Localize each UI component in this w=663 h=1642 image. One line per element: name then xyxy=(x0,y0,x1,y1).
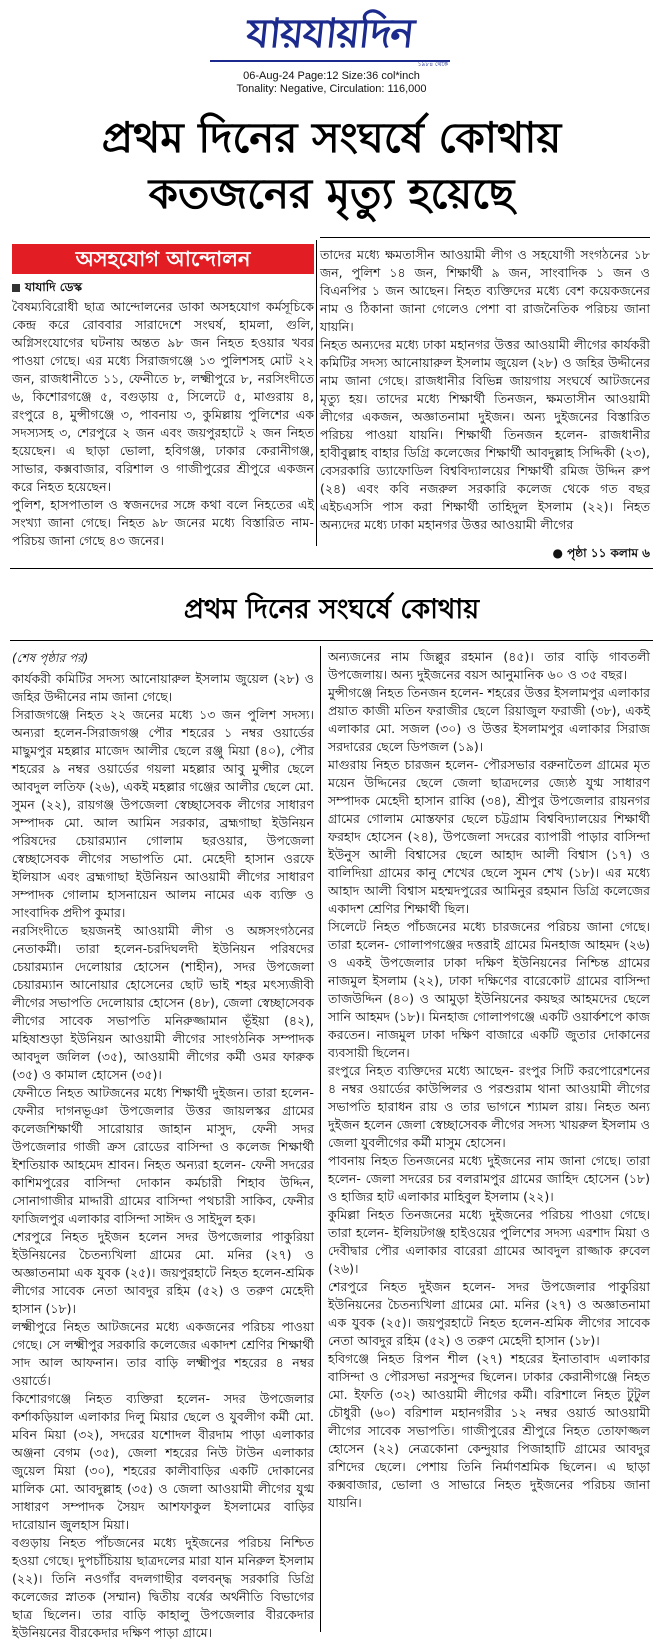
body-left-paragraph-6: লক্ষ্মীপুরে নিহত আটজনের মধ্যে একজনের পরিচয় পাওয়া গেছে। সে লক্ষ্মীপুর সরকারি কলেজের একাদশ শ্রেণির শিক্ষার্থী সাদ আল আফনান। তার বাড়ি লক্ষ্মীপুর শহরের ৪ নম্বর ওয়ার্ডে। xyxy=(12,1319,314,1388)
continuation-note: (শেষ পৃষ্ঠার পর) xyxy=(12,651,89,665)
meta-line-size: 06-Aug-24 Page:12 Size:36 col*inch xyxy=(243,70,420,82)
headline-line-2: কতজনের মৃত্যু হয়েছে xyxy=(148,169,515,218)
body-right-paragraph-5: রংপুরে নিহত ব্যক্তিদের মধ্যে আছেন- রংপুর সিটি করপোরেশনের ৪ নম্বর ওয়ার্ডের কাউন্সিলর ও পরশুরাম থানা আওয়ামী লীগের সভাপতি হারাধন রায় ও তার ভাগনে শ্যামল রায়। নিহত অন্য দুইজন হলেন জেলা স্বেচ্ছাসেবক লীগের সদস্য খায়রুল ইসলাম ও জেলা যুবলীগের কর্মী মাসুম হোসেন। xyxy=(328,1063,650,1150)
body-right-paragraph-6: পাবনায় নিহত তিনজনের মধ্যে দুইজনের নাম জানা গেছে। তারা হলেন- জেলা সদরের চর বলরামপুর গ্রামের জাহিদ হোসেন (১৮) ও হাজির হাট এলাকার মাহিবুল ইসলাম (২২)। xyxy=(328,1153,650,1204)
body-left-paragraph-7: কিশোরগঞ্জে নিহত ব্যক্তিরা হলেন- সদর উপজেলার কর্শাকড়িয়াল এলাকার দিলু মিয়ার ছেলে ও যুবলীগ কর্মী মো. মবিন মিয়া (৩২), সদরের যশোদল বীরদাম পাড়া এলাকার অঞ্জনা বেগম (৩৫), জেলা শহরের নিউ টাউন এলাকার জুয়েল মিয়া (৩০), শহরের কালীবাড়ির একটি দোকানের মালিক মো. আবদুল্লাহ (৩৫) ও জেলা আওয়ামী লীগের যুগ্ম সাধারণ সম্পাদক সৈয়দ আশফাকুল ইসলামের বাড়ির দারোয়ান জুলহাস মিয়া। xyxy=(12,1391,314,1532)
body-right-paragraph-8: শেরপুরে নিহত দুইজন হলেন- সদর উপজেলার পাকুরিয়া ইউনিয়নের চৈতন্যখিলা গ্রামের মো. মনির (২৭) ও অজ্ঞাতনামা এক যুবক (২৫)। জয়পুরহাটে নিহত হলেন-শ্রমিক লীগের সাবেক নেতা আবদুর রহিম (৫২) ও তরুণ মেহেদী হাসান (১৮)। xyxy=(328,1279,650,1348)
bullet-square-icon xyxy=(12,284,20,292)
body-left-paragraph-5: শেরপুরে নিহত দুইজন হলেন সদর উপজেলার পাকুরিয়া ইউনিয়নের চৈতন্যখিলা গ্রামের মো. মনির (২৭) ও অজ্ঞাতনামা এক যুবক (২৫)। জয়পুরহাটে নিহত হলেন-শ্রমিক লীগের সাবেক নেতা আবদুর রহিম (৫২) ও তরুণ মেহেদী হাসান (১৮)। xyxy=(12,1229,314,1316)
body-right-paragraph-1: অন্যজনের নাম জিল্লুর রহমান (৪৫)। তার বাড়ি গাবতলী উপজেলায়। অন্য দুইজনের বয়স আনুমানিক ৬০ ও ৩৫ বছর। xyxy=(328,649,650,682)
headline-line-1: প্রথম দিনের সংঘর্ষে কোথায় xyxy=(101,113,562,162)
lead-column-divider xyxy=(316,240,317,546)
body-left-paragraph-2: সিরাজগঞ্জে নিহত ২২ জনের মধ্যে ১৩ জন পুলিশ সদস্য। অন্যরা হলেন-সিরাজগঞ্জ পৌর শহরের ১ নম্বর ওয়ার্ডের মাছুমপুর মহল্লার মাজেদ আলীর ছেলে রঞ্জু মিয়া (৪০), পৌর শহরের ৯ নম্বর ওয়ার্ডের গয়লা মহল্লার আবু মুন্সীর ছেলে আবদুল লতিফ (২৬), একই মহল্লার গঞ্জের আলীর ছেলে মো. সুমন (২২), রায়গঞ্জ উপজেলা স্বেচ্ছাসেবক লীগের সাধারণ সম্পাদক মো. আল আমিন সরকার, ব্রহ্মগাছা ইউনিয়ন পরিষদের চেয়ারম্যান গোলাম ছরওয়ার, উপজেলা স্বেচ্ছাসেবক লীগের সভাপতি মো. মেহেদী হাসান ওরফে ইলিয়াস এবং ব্রহ্মগাছা ইউনিয়ন আওয়ামী লীগের সাধারণ সম্পাদক গোলাম হাসনায়েন আলম নামের এক ব্যক্তি ও সাংবাদিক প্রদীপ কুমার। xyxy=(12,707,314,920)
body-right-paragraph-9: হবিগঞ্জে নিহত রিপন শীল (২৭) শহরের ইনাতাবাদ এলাকার বাসিন্দা ও পৌরসভা নরসুন্দর ছিলেন। ঢাকার কেরানীগঞ্জে নিহত মো. ইফতি (৩২) আওয়ামী লীগের কর্মী। বরিশালে নিহত টুটুল চৌধুরী (৬০) বরিশাল মহানগরীর ১২ নম্বর ওয়ার্ড আওয়ামী লীগের সাবেক সভাপতি। গাজীপুরের শ্রীপুরে নিহত তোফাজ্জল হোসেন (২২) নেত্রকোনা কেন্দুয়ার পিজাহাটি গ্রামের আবদুর রশিদের ছেলে। পেশায় তিনি নির্মাণশ্রমিক ছিলেন। এ ছাড়া কক্সবাজার, ভোলা ও সাভারে নিহত দুইজনের পরিচয় জানা যায়নি। xyxy=(328,1351,650,1510)
body-column-divider xyxy=(320,646,321,1632)
body-right-paragraph-2: মুন্সীগঞ্জে নিহত তিনজন হলেন- শহরের উত্তর ইসলামপুর এলাকার প্রয়াত কাজী মতিন ফরাজীর ছেলে রিয়াজুল ফরাজী (৩৮), একই এলাকার মো. সজল (৩০) ও উত্তর ইসলামপুর এলাকার সিরাজ সরদারের ছেলে ডিপজল (১৯)। xyxy=(328,685,650,754)
meta-line-tonality: Tonality: Negative, Circulation: 116,000 xyxy=(236,83,427,95)
lead-right-paragraph-2: নিহত অন্যদের মধ্যে ঢাকা মহানগর উত্তর আওয়ামী লীগের কার্যকরী কমিটির সদস্য আনোয়ারুল ইসলাম জুয়েল (২৮) ও জহির উদ্দীনের নাম জানা গেছে। রাজধানীর বিভিন্ন জায়গায় সংঘর্ষে আটজনের মৃত্যু হয়। তাদের মধ্যে শিক্ষার্থী তিনজন, ক্ষমতাসীন আওয়ামী লীগের একজন, অজ্ঞাতনামা দুইজন। অন্য দুইজনের বিস্তারিত পরিচয় পাওয়া যায়নি। শিক্ষার্থী তিনজন হলেন- রাজধানীর হাবীবুল্লাহ বাহার ডিগ্রি কলেজের শিক্ষার্থী আবদুল্লাহ সিদ্দিকী (২৩), বেসরকারি ড্যাফোডিল বিশ্ববিদ্যালয়ের শিক্ষার্থী রমিজ উদ্দিন রুপ (২৪) এবং কবি নজরুল সরকারি কলেজ থেকে গত বছর এইচএসসি পাস করা শিক্ষার্থী তাহিদুল ইসলাম (২২)। নিহত অন্যদের মধ্যে ঢাকা মহানগর উত্তর আওয়ামী লীগের xyxy=(320,337,650,532)
body-left-paragraph-1: কার্যকরী কমিটির সদস্য আনোয়ারুল ইসলাম জুয়েল (২৮) ও জহির উদ্দীনের নাম জানা গেছে। xyxy=(12,671,314,704)
masthead-logo xyxy=(190,6,470,70)
masthead-tagline: ১৯৮৪ থেকে xyxy=(417,61,448,68)
jump-label: পৃষ্ঠা ১১ কলাম ৬ xyxy=(567,546,650,560)
byline-desk xyxy=(12,280,314,295)
continuation-headline: প্রথম দিনের সংঘর্ষে কোথায় xyxy=(183,594,480,625)
lead-left-paragraph-2: পুলিশ, হাসপাতাল ও স্বজনদের সঙ্গে কথা বলে নিহতের এই সংখ্যা জানা গেছে। নিহত ৯৮ জনের মধ্যে বিস্তারিত নাম-পরিচয় জানা গেছে ৪৩ জনের। xyxy=(12,497,314,548)
continuation-rule xyxy=(10,640,653,641)
body-right-paragraph-4: সিলেটে নিহত পাঁচজনের মধ্যে চারজনের পরিচয় জানা গেছে। তারা হলেন- গোলাপগঞ্জের দত্তরাই গ্রামের মিনহাজ আহমদ (২৬) ও একই উপজেলার ঢাকা দক্ষিণ ইউনিয়নের নিশ্চিন্ত গ্রামের নাজমুল ইসলাম (২২), ঢাকা দক্ষিণের বারেকোট গ্রামের বাসিন্দা তাজউদ্দিন (৪০) ও আমুড়া ইউনিয়নের কয়ছর আহমদের ছেলে সানি আহমদ (১৮)। মিনহাজ গোলাপগঞ্জে একটি ওয়ার্কশপে কাজ করতেন। নাজমুল ঢাকা দক্ষিণ বাজারে একটি জুতার দোকানের ব্যবসায়ী ছিলেন। xyxy=(328,919,650,1060)
top-rule xyxy=(320,237,650,238)
lead-column-right xyxy=(320,246,650,542)
lead-right-paragraph-1: তাদের মধ্যে ক্ষমতাসীন আওয়ামী লীগ ও সহযোগী সংগঠনের ১৮ জন, পুলিশ ১৪ জন, শিক্ষার্থী ৯ জন, সাংবাদিক ১ জন ও বিএনপির ১ জন আছেন। নিহত ব্যক্তিদের মধ্যে বেশ কয়েকজনের নাম ও ঠিকানা জানা গেলেও পেশা বা রাজনৈতিক পরিচয় জানা যায়নি। xyxy=(320,247,650,334)
masthead-rule xyxy=(210,60,450,62)
body-right-paragraph-7: কুমিল্লা নিহত তিনজনের মধ্যে দুইজনের পরিচয় পাওয়া গেছে। তারা হলেন- ইলিয়টগঞ্জ হাইওয়ের পুলিশের সদস্য এরশাদ মিয়া ও দেবীদ্বার পৌর এলাকার বারেরা গ্রামের আবদুল রাজ্জাক রুবেল (২৬)। xyxy=(328,1207,650,1276)
body-left-paragraph-8: বগুড়ায় নিহত পাঁচজনের মধ্যে দুইজনের পরিচয় নিশ্চিত হওয়া গেছে। দুপচাঁচিয়ায় ছাত্রদলের মারা যান মনিরুল ইসলাম (২২)। তিনি নওগাঁর বদলগাছীর বলবন্দ্ধ সরকারি ডিগ্রি কলেজের স্নাতক (সম্মান) দ্বিতীয় বর্ষের অর্থনীতি বিভাগের ছাত্র ছিলেন। তার বাড়ি কাহালু উপজেলার বীরকেদার ইউনিয়নের বীরকেদার দক্ষিণ পাড়া গ্রামে। xyxy=(12,1535,314,1640)
body-left-paragraph-3: নরসিংদীতে ছয়জনই আওয়ামী লীগ ও অঙ্গসংগঠনের নেতাকর্মী। তারা হলেন-চরদিঘলদী ইউনিয়ন পরিষদের চেয়ারম্যান দেলোয়ার হোসেন (শাহীন), সদর উপজেলা চেয়ারম্যান আনোয়ার হোসেনের ছোট ভাই শহর মৎস্যজীবী লীগের সভাপতি দেলোয়ার হোসেন (৪৮), জেলা স্বেচ্ছাসেবক লীগের সাবেক সভাপতি মনিরুজ্জামান ভূঁইয়া (৪২), মহিষাশুড়া ইউনিয়ন আওয়ামী লীগের সাংগঠনিক সম্পাদক আবদুল জলিল (৩৫), আওয়ামী লীগের কর্মী ওমর ফারুক (৩৫) ও কামাল হোসেন (৩৫)। xyxy=(12,923,314,1082)
newspaper-name: যায়যায়দিন xyxy=(244,11,416,57)
lead-left-paragraph-1: বৈষম্যবিরোধী ছাত্র আন্দোলনের ডাকা অসহযোগ কর্মসূচিকে কেন্দ্র করে রোববার সারাদেশে সংঘর্ষ, হামলা, গুলি, অগ্নিসংযোগের ঘটনায় অন্তত ৯৮ জন নিহত হওয়ার খবর পাওয়া গেছে। এর মধ্যে সিরাজগঞ্জে ১৩ পুলিশসহ মোট ২২ জন, রাজধানীতে ১১, ফেনীতে ৮, লক্ষ্মীপুরে ৮, নরসিংদীতে ৬, কিশোরগঞ্জে ৫, বগুড়ায় ৫, সিলেটে ৫, মাগুরায় ৪, রংপুরে ৪, মুন্সীগঞ্জে ৩, পাবনায় ৩, কুমিল্লায় পুলিশের এক সদস্যসহ ৩, শেরপুরে ২ জন এবং জয়পুরহাটে ২ জন নিহত হয়েছেন। এ ছাড়া ভোলা, হবিগঞ্জ, ঢাকার কেরানীগঞ্জ, সাভার, কক্সবাজার, বরিশাল ও গাজীপুরের শ্রীপুরে একজন করে নিহত হয়েছেন। xyxy=(12,299,314,494)
continued-on-reference: ● পৃষ্ঠা ১১ কলাম ৬ xyxy=(552,546,650,560)
clipping-meta xyxy=(0,70,663,96)
section-kicker: অসহযোগ আন্দোলন xyxy=(12,244,314,274)
desk-label: যাযাদি ডেস্ক xyxy=(25,280,83,294)
body-right-paragraph-3: মাগুরায় নিহত চারজন হলেন- পৌরসভার বরুনাতৈল গ্রামের মৃত ময়েন উদ্দিনের ছেলে জেলা ছাত্রদলের জ্যেষ্ঠ যুগ্ম সাধারণ সম্পাদক মেহেদী হাসান রাব্বি (৩৪), শ্রীপুর উপজেলার রায়নগর গ্রামের গোলাম মোস্তফার ছেলে চট্টগ্রাম বিশ্ববিদ্যালয়ের শিক্ষার্থী ফরহাদ হোসেন (২৪), উপজেলা সদরের ব্যাপারী পাড়ার বাসিন্দা ইউনুস আলী বিশ্বাসের ছেলে আহাদ আলী বিশ্বাস (১৭) ও বালিদিয়া গ্রামের কানু শেখের ছেলে সুমন শেখ (১৮)। এর মধ্যে আহাদ আলী বিশ্বাস মহম্মদপুরের আমিনুর রহমান ডিগ্রি কলেজের একাদশ শ্রেণির শিক্ষার্থী ছিল। xyxy=(328,757,650,916)
body-column-right xyxy=(328,648,650,1632)
lead-column-left xyxy=(12,298,314,556)
body-left-paragraph-4: ফেনীতে নিহত আটজনের মধ্যে শিক্ষার্থী দুইজন। তারা হলেন- ফেনীর দাগনভূঞা উপজেলার উত্তর জায়লস্কর গ্রামের কলেজশিক্ষার্থী সারোয়ার জাহান মাসুদ, ফেনী সদর উপজেলার গাজী ক্রস রোডের বাসিন্দা ও কলেজ শিক্ষার্থী ইশতিয়াক আহমেদ শ্রাবন। নিহত অন্যরা হলেন- ফেনী সদরের কাশিমপুরের বাসিন্দা দোকান কর্মচারী শিহাব উদ্দিন, সোনাগাজীর মাদ্দারী গ্রামের বাসিন্দা পথচারী সাকিব, ফেনীর ফাজিলপুর এলাকার বাসিন্দা সাঈদ ও সাইদুল হক। xyxy=(12,1085,314,1226)
body-column-left xyxy=(12,670,314,1640)
section-separator xyxy=(10,568,653,569)
